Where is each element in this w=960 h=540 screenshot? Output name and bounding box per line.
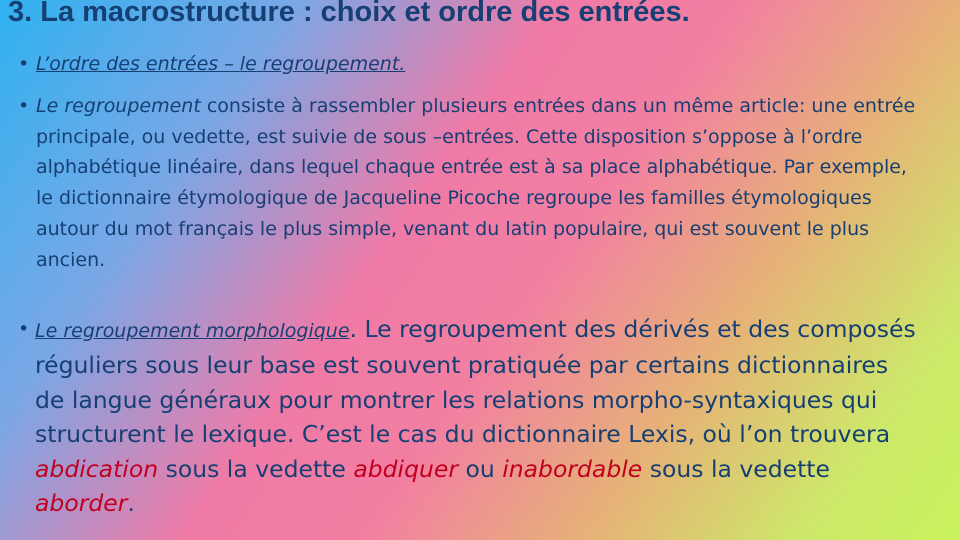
morpho-text-3: ou — [458, 454, 503, 483]
term-dot: . — [349, 315, 358, 343]
example-abdiquer: abdiquer — [353, 454, 459, 483]
bullet-item-morphologique — [18, 312, 918, 520]
term-regroupement: Le regroupement — [36, 95, 201, 117]
morpho-end: . — [127, 489, 135, 518]
morpho-text-1: Le regroupement des dérivés et des composés réguliers sous leur base est souvent pratiquée par certains dictionnaires de langue généraux pour montrer les relations morpho-syntaxiques qui structurent le lexique. C’est le cas du dictionnaire Lexis, où l’on trouvera — [35, 315, 916, 449]
bullet-dot: • — [18, 318, 30, 340]
morpho-text-2: sous la vedette — [158, 454, 354, 483]
example-inabordable: inabordable — [502, 454, 643, 483]
example-aborder: aborder — [35, 489, 128, 518]
regroupement-definition: consiste à rassembler plusieurs entrées dans un même article: une entrée principale, ou vedette, est suivie de sous –entrées. Cette disposition s’oppose à l’ordre alphabétique linéaire, dans lequel chaque entrée est à sa place alphabétique. Par exemple, le dictionnaire étymologique de Jacqueline Picoche regroupe les familles étymologiques autour du mot français le plus simple, venant du latin populaire, qui est souvent le plus ancien. — [36, 95, 916, 271]
slide-title: 3. La macrostructure : choix et ordre des entrées. — [8, 0, 690, 28]
bullet-item-regroupement — [18, 91, 918, 275]
term-regroupement-morphologique: Le regroupement morphologique — [35, 320, 350, 342]
morpho-text-4: sous la vedette — [642, 454, 830, 483]
bullet-item-ordre — [18, 53, 405, 75]
bullet-dot: • — [18, 53, 30, 75]
example-abdication: abdication — [35, 454, 159, 483]
bullet-dot: • — [18, 95, 30, 117]
bullet-heading-ordre: L’ordre des entrées – le regroupement. — [36, 53, 406, 75]
